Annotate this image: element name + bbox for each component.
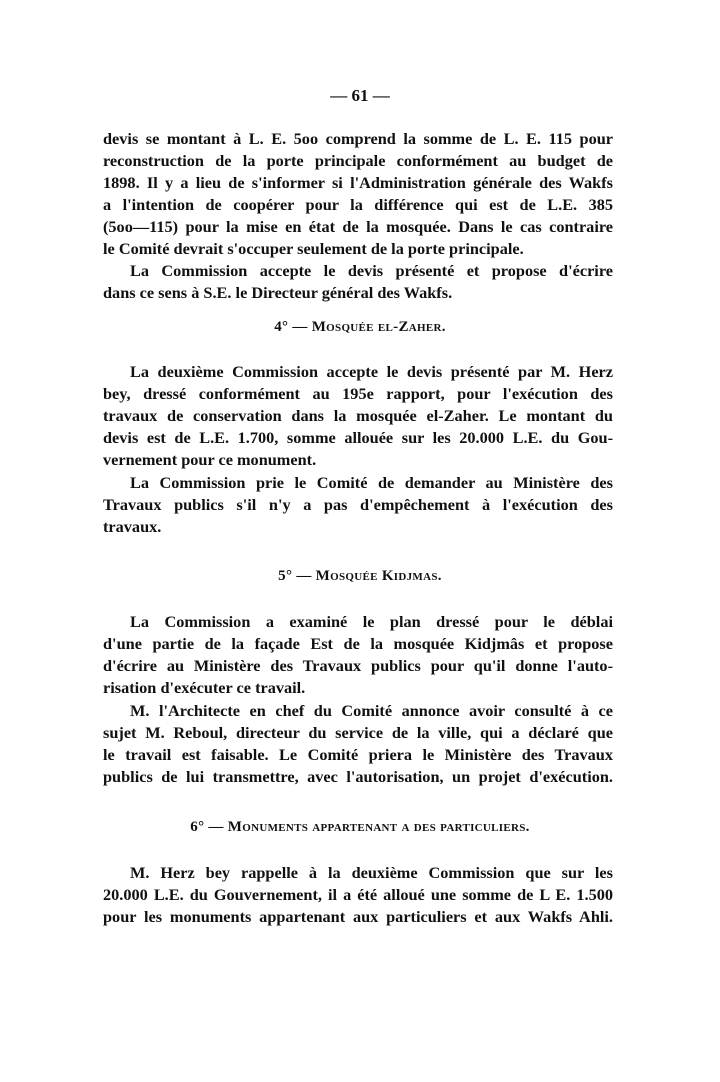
text-line: sujet M. Reboul, directeur du service de la ville, qui a déclaré que [103,723,613,742]
text-line: travaux de conservation dans la mosquée el-Zaher. Le montant du [103,406,613,425]
text-line: bey, dressé conformément au 195e rapport, pour l'exécution des [103,384,613,403]
text-line: reconstruction de la porte principale conformément au budget de [103,151,613,170]
text-line: La deuxième Commission accepte le devis présenté par M. Herz [130,362,613,381]
text-line: publics de lui transmettre, avec l'autorisation, un projet d'exécution. [103,767,613,786]
text-line: 1898. Il y a lieu de s'informer si l'Administration générale des Wakfs [103,173,613,192]
text-line: La Commission prie le Comité de demander au Ministère des [130,473,613,492]
text-line: le travail est faisable. Le Comité priera le Ministère des Travaux [103,745,613,764]
text-line: Travaux publics s'il n'y a pas d'empêchement à l'exécution des [103,495,613,514]
text-line: pour les monuments appartenant aux particuliers et aux Wakfs Ahli. [103,907,613,926]
section-heading: 4° — Mosquée el-Zaher. [274,319,446,335]
text-line: devis se montant à L. E. 5oo comprend la somme de L. E. 115 pour [103,129,613,148]
text-line: M. l'Architecte en chef du Comité annonce avoir consulté à ce [130,701,613,720]
text-line: La Commission accepte le devis présenté et propose d'écrire [130,261,613,280]
text-line: La Commission a examiné le plan dressé pour le déblai [130,612,613,631]
page-number: — 61 — [330,86,390,105]
text-line: devis est de L.E. 1.700, somme allouée sur les 20.000 L.E. du Gou- [103,428,613,447]
text-line: d'écrire au Ministère des Travaux publics pour qu'il donne l'auto- [103,656,613,675]
text-line: risation d'exécuter ce travail. [103,678,306,697]
text-line: travaux. [103,517,162,536]
text-line: vernement pour ce monument. [103,450,317,469]
text-line: 20.000 L.E. du Gouvernement, il a été alloué une somme de L E. 1.500 [103,885,613,904]
text-line: (5oo—115) pour la mise en état de la mosquée. Dans le cas contraire [103,217,613,236]
section-heading: 6° — Monuments appartenant a des particuliers. [190,819,530,835]
text-line: le Comité devrait s'occuper seulement de la porte principale. [103,239,524,258]
text-line: d'une partie de la façade Est de la mosquée Kidjmâs et propose [103,634,613,653]
text-line: a l'intention de coopérer pour la différence qui est de L.E. 385 [103,195,613,214]
text-line: dans ce sens à S.E. le Directeur général des Wakfs. [103,283,453,302]
text-line: M. Herz bey rappelle à la deuxième Commission que sur les [130,863,613,882]
section-heading: 5° — Mosquée Kidjmas. [278,568,442,584]
